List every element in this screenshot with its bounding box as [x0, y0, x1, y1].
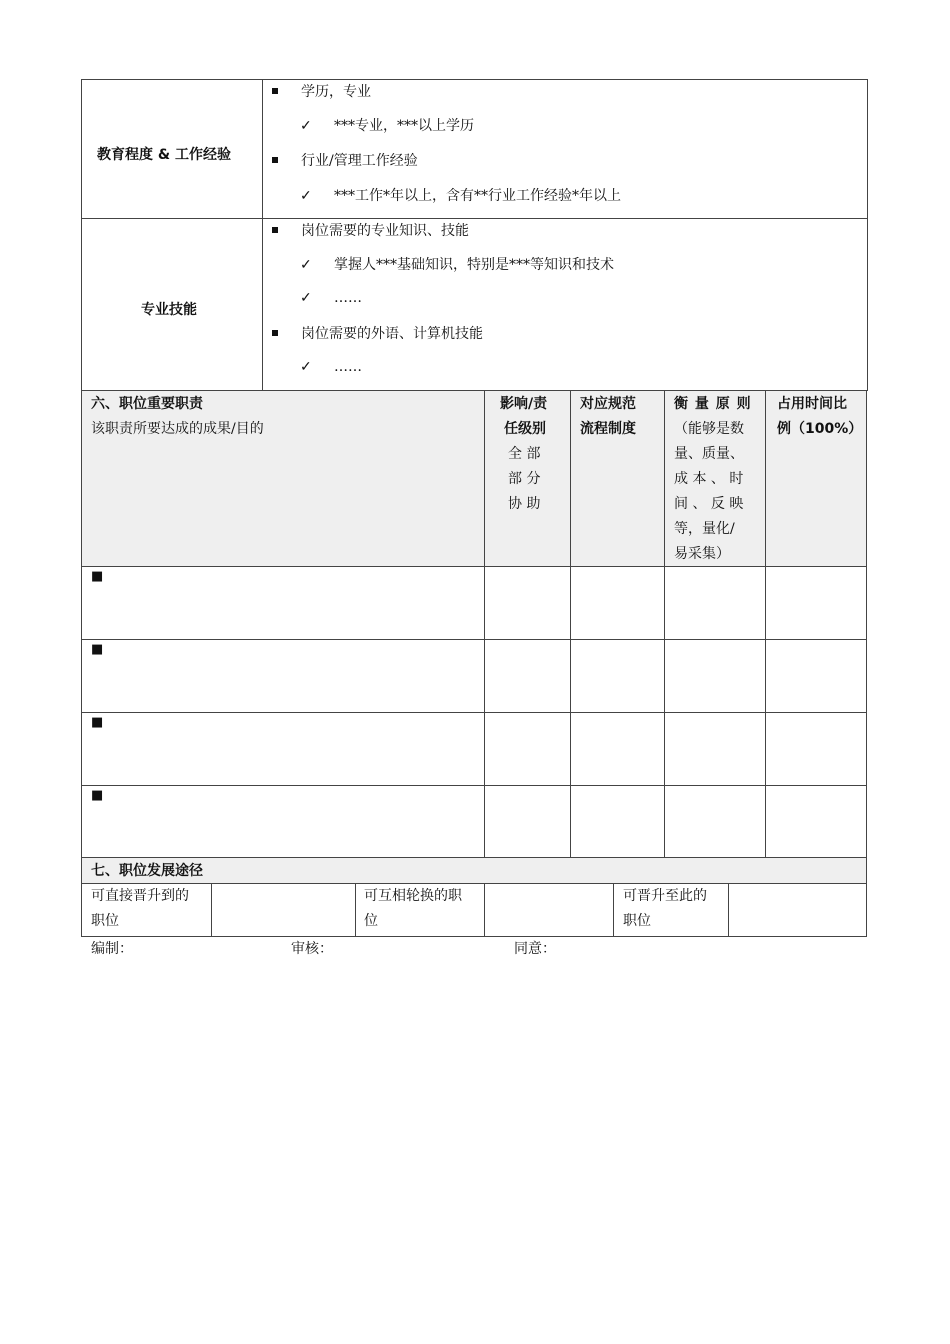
skills-label: 专业技能: [141, 302, 197, 318]
check-icon: ✓: [300, 257, 312, 273]
square-bullet-icon: [272, 330, 278, 336]
impact-level: 部 分: [508, 471, 541, 487]
measure-line: 等，量化/: [674, 521, 735, 537]
education-item: 学历，专业: [301, 84, 371, 100]
table-row-bullet: ■: [91, 642, 104, 657]
check-icon: ✓: [300, 359, 312, 375]
impact-level: 全 部: [508, 446, 541, 462]
check-icon: ✓: [300, 188, 312, 204]
table-row-bullet: ■: [91, 788, 104, 803]
check-icon: ✓: [300, 118, 312, 134]
impact-header: 影响/责: [500, 396, 548, 412]
measure-line: 成 本 、 时: [674, 471, 744, 487]
square-bullet-icon: [272, 227, 278, 233]
education-item: 行业/管理工作经验: [301, 153, 418, 169]
rotate-label: 位: [364, 913, 378, 929]
square-bullet-icon: [272, 157, 278, 163]
from-label: 职位: [623, 913, 651, 929]
time-header: 例（100%）: [777, 421, 863, 437]
promote-label: 可直接晋升到的: [91, 888, 189, 904]
education-label: 教育程度 & 工作经验: [97, 147, 231, 163]
measure-header: 衡 量 原 则: [674, 396, 752, 412]
measure-line: 量、质量、: [674, 446, 744, 462]
career-title: 七、职位发展途径: [91, 863, 203, 879]
square-bullet-icon: [272, 88, 278, 94]
agree-label: 同意：: [514, 941, 556, 957]
compile-label: 编制：: [91, 941, 133, 957]
skills-item: 岗位需要的专业知识、技能: [301, 223, 469, 239]
duties-title: 六、职位重要职责: [91, 396, 203, 412]
rotate-label: 可互相轮换的职: [364, 888, 462, 904]
measure-line: （能够是数: [674, 421, 744, 437]
skills-item: 岗位需要的外语、计算机技能: [301, 326, 483, 342]
impact-level: 协 助: [508, 496, 541, 512]
duties-subtitle: 该职责所要达成的成果/目的: [91, 421, 264, 437]
process-header: 流程制度: [580, 421, 636, 437]
review-label: 审核：: [291, 941, 333, 957]
skills-item: ……: [334, 290, 362, 306]
check-icon: ✓: [300, 290, 312, 306]
process-header: 对应规范: [580, 396, 636, 412]
skills-item: ……: [334, 359, 362, 375]
table-row-bullet: ■: [91, 715, 104, 730]
education-item: ***专业，***以上学历: [334, 118, 474, 134]
measure-line: 间 、 反 映: [674, 496, 744, 512]
measure-line: 易采集）: [674, 546, 730, 562]
from-label: 可晋升至此的: [623, 888, 707, 904]
table-row-bullet: ■: [91, 569, 104, 584]
impact-header: 任级别: [504, 421, 546, 437]
education-item: ***工作*年以上，含有**行业工作经验*年以上: [334, 188, 621, 204]
promote-label: 职位: [91, 913, 119, 929]
time-header: 占用时间比: [777, 396, 847, 412]
skills-item: 掌握人***基础知识，特别是***等知识和技术: [334, 257, 614, 273]
